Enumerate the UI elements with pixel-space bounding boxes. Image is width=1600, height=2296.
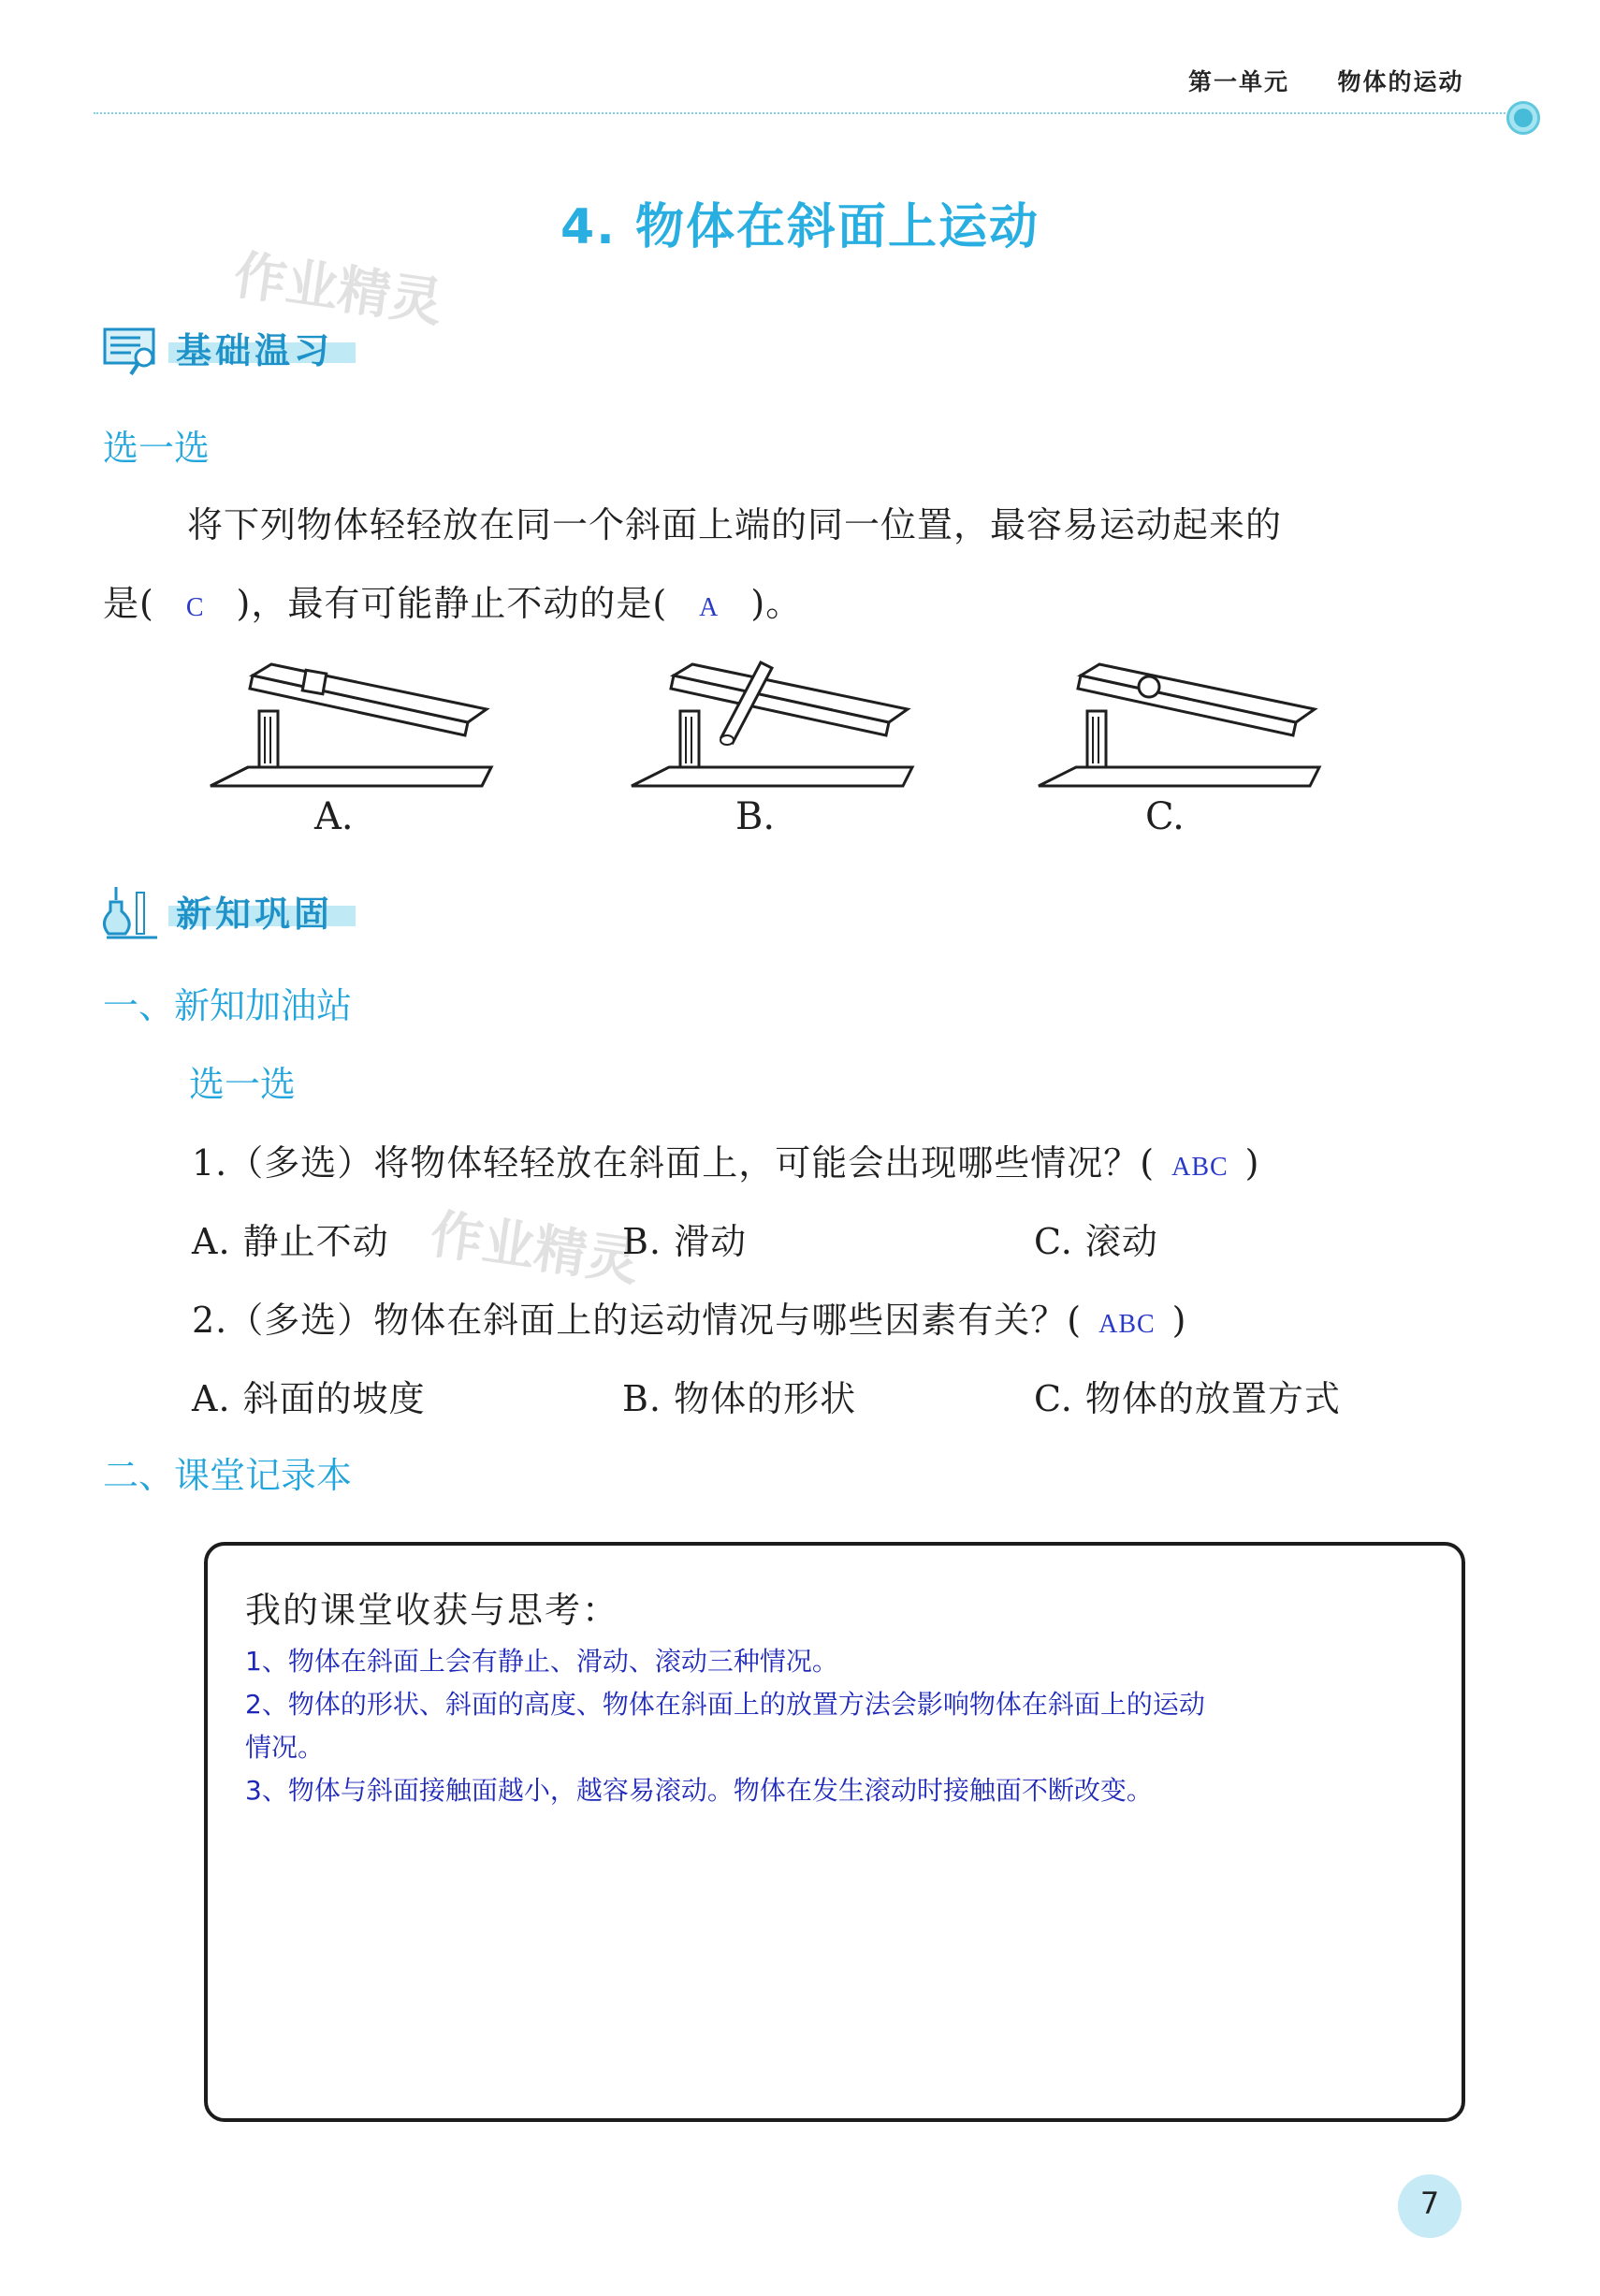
question-text: )，最有可能静止不动的是( <box>236 583 668 624</box>
answer-q1: ABC <box>1171 1153 1229 1182</box>
watermark: 作业精灵 <box>229 244 446 335</box>
question-text: ) <box>1171 1300 1187 1341</box>
sub-heading-select: 选一选 <box>103 428 211 469</box>
header-circle-dot <box>1514 109 1533 127</box>
question-text: 1.（多选）将物体轻轻放在斜面上，可能会出现哪些情况？( <box>192 1142 1156 1184</box>
part-heading-1: 一、新知加油站 <box>103 985 353 1026</box>
note-line: 3、物体与斜面接触面越小，越容易滚动。物体在发生滚动时接触面不断改变。 <box>245 1775 1153 1806</box>
section-banner-review <box>103 326 384 371</box>
figure-incline-ball <box>1029 655 1329 795</box>
option-c: C. 物体的放置方式 <box>1034 1378 1341 1419</box>
notes-title: 我的课堂收获与思考： <box>245 1590 620 1631</box>
part-heading-2: 二、课堂记录本 <box>103 1455 353 1496</box>
question-text: )。 <box>750 583 803 624</box>
figure-label: A. <box>314 795 354 838</box>
figure-label: C. <box>1145 795 1185 838</box>
option-c: C. 滚动 <box>1034 1221 1158 1262</box>
page-number: 7 <box>1419 2186 1440 2221</box>
header-divider <box>94 112 1516 114</box>
option-b: B. 物体的形状 <box>622 1378 857 1419</box>
figure-incline-cylinder <box>622 655 922 795</box>
question-text: 2.（多选）物体在斜面上的运动情况与哪些因素有关？( <box>192 1300 1083 1341</box>
question-line-2 <box>103 574 802 626</box>
question-2 <box>192 1291 1187 1343</box>
section-banner-label: 基础温习 <box>176 329 334 371</box>
book-magnifier-icon <box>103 326 163 378</box>
sub-heading-select: 选一选 <box>189 1064 297 1105</box>
figure-incline-cube <box>201 655 501 795</box>
note-line: 2、物体的形状、斜面的高度、物体在斜面上的放置方法会影响物体在斜面上的运动 <box>245 1689 1205 1720</box>
option-b: B. 滑动 <box>622 1221 748 1262</box>
question-1 <box>192 1134 1260 1185</box>
note-line: 情况。 <box>245 1732 325 1763</box>
page-title: 4. 物体在斜面上运动 <box>560 199 1040 255</box>
note-line: 1、物体在斜面上会有静止、滑动、滚动三种情况。 <box>245 1646 838 1677</box>
flask-icon <box>103 883 163 941</box>
option-a: A. 静止不动 <box>192 1221 389 1262</box>
section-banner-new <box>103 889 384 935</box>
figure-label: B. <box>735 795 776 838</box>
header-text <box>1188 64 1463 97</box>
option-a: A. 斜面的坡度 <box>192 1378 426 1419</box>
question-text: ) <box>1244 1142 1260 1184</box>
answer-2: A <box>699 593 720 622</box>
header-unit: 第一单元 <box>1188 68 1290 95</box>
section-banner-label: 新知巩固 <box>176 893 334 935</box>
question-line-1: 将下列物体轻轻放在同一个斜面上端的同一位置，最容易运动起来的 <box>187 504 1283 545</box>
answer-1: C <box>185 593 205 622</box>
question-text: 是( <box>103 583 154 624</box>
answer-q2: ABC <box>1098 1310 1156 1339</box>
watermark: 作业精灵 <box>426 1203 643 1294</box>
header-topic: 物体的运动 <box>1337 68 1464 95</box>
